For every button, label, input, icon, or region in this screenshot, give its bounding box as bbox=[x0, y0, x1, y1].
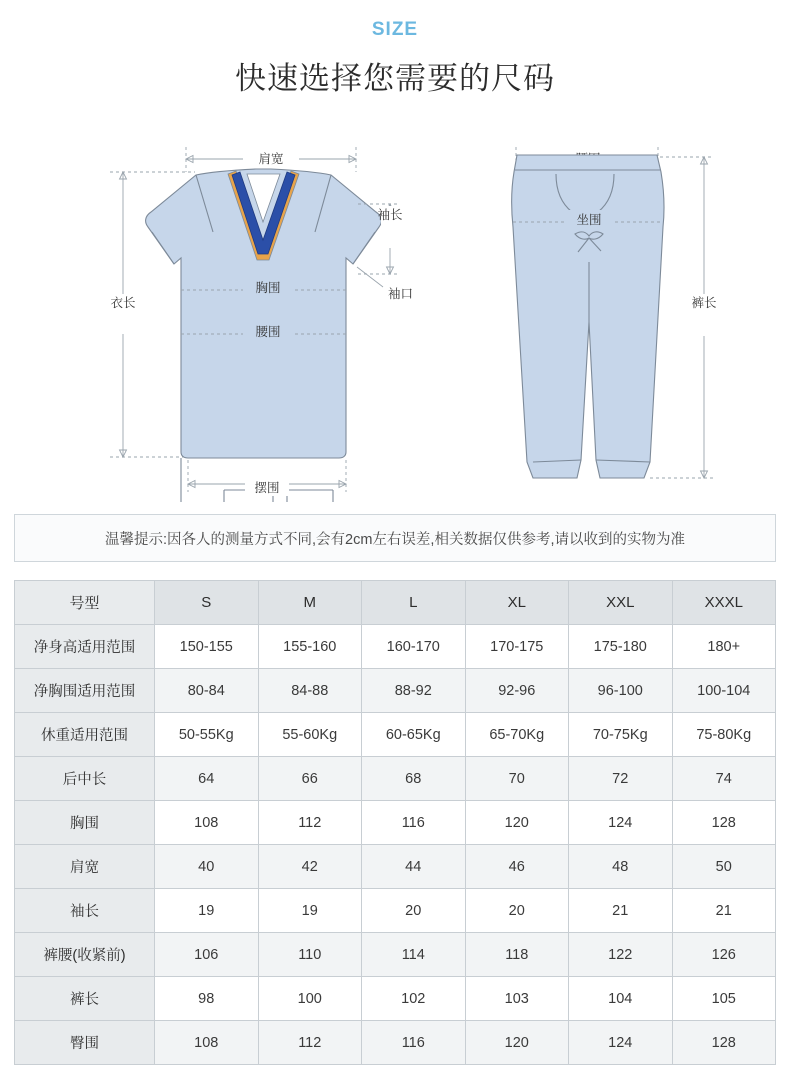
table-cell: 108 bbox=[155, 801, 259, 845]
table-row bbox=[15, 801, 776, 845]
label-chest: 胸围 bbox=[255, 281, 281, 295]
table-cell: 40 bbox=[155, 845, 259, 889]
table-cell: 19 bbox=[155, 889, 259, 933]
table-cell: 112 bbox=[258, 801, 362, 845]
table-row bbox=[15, 757, 776, 801]
table-cell: 98 bbox=[155, 977, 259, 1021]
table-cell: 128 bbox=[672, 1021, 776, 1065]
table-cell: 96-100 bbox=[569, 669, 673, 713]
label-shoulder: 肩宽 bbox=[258, 152, 284, 166]
table-header-row bbox=[15, 581, 776, 625]
label-sleeve-length: 袖长 bbox=[377, 208, 403, 222]
table-cell: 106 bbox=[155, 933, 259, 977]
table-row bbox=[15, 713, 776, 757]
page-title: 快速选择您需要的尺码 bbox=[235, 61, 555, 96]
table-cell: 70-75Kg bbox=[569, 713, 673, 757]
row-label: 休重适用范围 bbox=[15, 713, 155, 757]
table-cell: 108 bbox=[155, 1021, 259, 1065]
table-cell: 44 bbox=[362, 845, 466, 889]
table-cell: 68 bbox=[362, 757, 466, 801]
row-label: 肩宽 bbox=[15, 845, 155, 889]
table-cell: 128 bbox=[672, 801, 776, 845]
size-table bbox=[14, 580, 776, 1065]
size-eyebrow-label: SIZE bbox=[371, 19, 419, 40]
row-label: 裤腰(收紧前) bbox=[15, 933, 155, 977]
table-cell: 66 bbox=[258, 757, 362, 801]
table-cell: 70 bbox=[465, 757, 569, 801]
table-row bbox=[15, 1021, 776, 1065]
table-cell: 64 bbox=[155, 757, 259, 801]
table-cell: 19 bbox=[258, 889, 362, 933]
garment-diagram bbox=[0, 112, 790, 502]
table-cell: 180+ bbox=[672, 625, 776, 669]
table-cell: 60-65Kg bbox=[362, 713, 466, 757]
row-label: 后中长 bbox=[15, 757, 155, 801]
table-cell: 160-170 bbox=[362, 625, 466, 669]
table-cell: 120 bbox=[465, 801, 569, 845]
table-cell: 65-70Kg bbox=[465, 713, 569, 757]
label-waist-top: 腰围 bbox=[255, 325, 281, 339]
table-cell: 92-96 bbox=[465, 669, 569, 713]
table-cell: 75-80Kg bbox=[672, 713, 776, 757]
table-cell: 155-160 bbox=[258, 625, 362, 669]
table-cell: 105 bbox=[672, 977, 776, 1021]
table-header-cell: M bbox=[258, 581, 362, 625]
table-cell: 120 bbox=[465, 1021, 569, 1065]
label-garment-length-1: 衣长 bbox=[110, 296, 136, 310]
table-cell: 50 bbox=[672, 845, 776, 889]
table-header-cell: XXXL bbox=[672, 581, 776, 625]
table-cell: 175-180 bbox=[569, 625, 673, 669]
table-cell: 116 bbox=[362, 801, 466, 845]
row-label: 臀围 bbox=[15, 1021, 155, 1065]
table-cell: 104 bbox=[569, 977, 673, 1021]
table-cell: 102 bbox=[362, 977, 466, 1021]
table-header-cell: L bbox=[362, 581, 466, 625]
row-label: 袖长 bbox=[15, 889, 155, 933]
table-cell: 126 bbox=[672, 933, 776, 977]
row-label: 净身高适用范围 bbox=[15, 625, 155, 669]
table-cell: 103 bbox=[465, 977, 569, 1021]
measurement-tip: 温馨提示:因各人的测量方式不同,会有2cm左右误差,相关数据仅供参考,请以收到的实物为准 bbox=[14, 514, 776, 562]
table-cell: 150-155 bbox=[155, 625, 259, 669]
table-cell: 100 bbox=[258, 977, 362, 1021]
table-cell: 74 bbox=[672, 757, 776, 801]
table-cell: 21 bbox=[672, 889, 776, 933]
table-cell: 50-55Kg bbox=[155, 713, 259, 757]
table-row bbox=[15, 669, 776, 713]
table-header-cell: 号型 bbox=[15, 581, 155, 625]
table-cell: 48 bbox=[569, 845, 673, 889]
row-label: 净胸围适用范围 bbox=[15, 669, 155, 713]
table-cell: 20 bbox=[362, 889, 466, 933]
table-row bbox=[15, 845, 776, 889]
table-cell: 124 bbox=[569, 801, 673, 845]
label-cuff: 袖口 bbox=[388, 287, 414, 301]
table-cell: 122 bbox=[569, 933, 673, 977]
table-cell: 116 bbox=[362, 1021, 466, 1065]
table-header-cell: XL bbox=[465, 581, 569, 625]
table-cell: 72 bbox=[569, 757, 673, 801]
table-cell: 46 bbox=[465, 845, 569, 889]
table-cell: 100-104 bbox=[672, 669, 776, 713]
label-hip: 坐围 bbox=[576, 213, 602, 227]
table-cell: 80-84 bbox=[155, 669, 259, 713]
table-cell: 170-175 bbox=[465, 625, 569, 669]
table-cell: 114 bbox=[362, 933, 466, 977]
table-cell: 84-88 bbox=[258, 669, 362, 713]
table-header-cell: S bbox=[155, 581, 259, 625]
row-label: 胸围 bbox=[15, 801, 155, 845]
table-cell: 118 bbox=[465, 933, 569, 977]
table-cell: 88-92 bbox=[362, 669, 466, 713]
table-row bbox=[15, 933, 776, 977]
table-row bbox=[15, 625, 776, 669]
row-label: 裤长 bbox=[15, 977, 155, 1021]
table-header-cell: XXL bbox=[569, 581, 673, 625]
table-cell: 20 bbox=[465, 889, 569, 933]
table-cell: 112 bbox=[258, 1021, 362, 1065]
table-cell: 21 bbox=[569, 889, 673, 933]
table-cell: 124 bbox=[569, 1021, 673, 1065]
table-cell: 55-60Kg bbox=[258, 713, 362, 757]
label-pants-length: 裤长 bbox=[691, 296, 717, 310]
table-row bbox=[15, 889, 776, 933]
table-cell: 42 bbox=[258, 845, 362, 889]
table-cell: 110 bbox=[258, 933, 362, 977]
label-hem: 摆围 bbox=[254, 481, 280, 495]
table-row bbox=[15, 977, 776, 1021]
